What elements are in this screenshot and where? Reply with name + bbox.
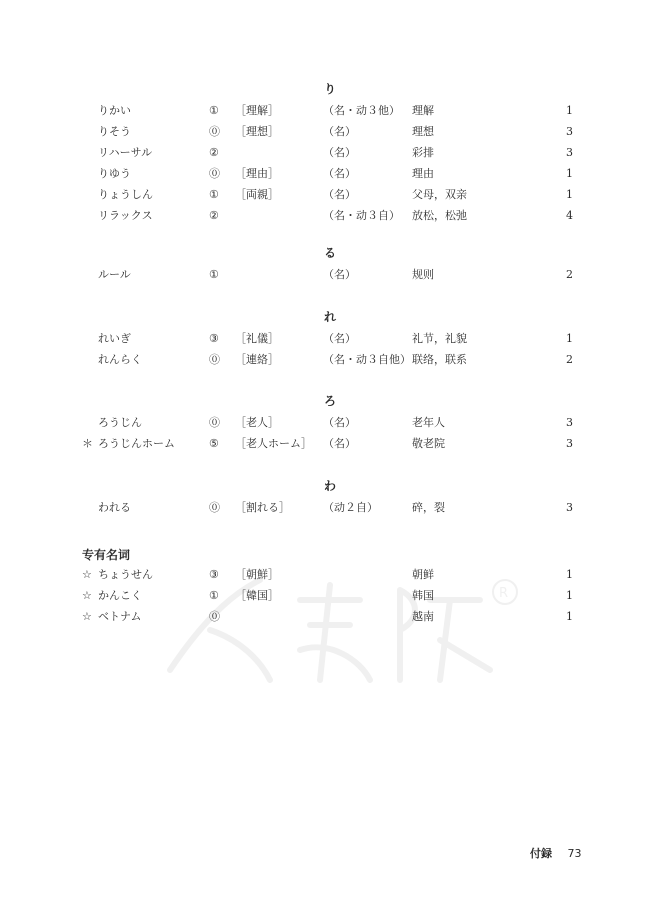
entry-accent: ⓪ — [209, 167, 220, 180]
entry-row — [0, 498, 658, 518]
entry-kanji: ［礼儀］ — [235, 332, 279, 345]
entry-lesson: 3 — [566, 416, 573, 429]
entry-part-of-speech: （名） — [323, 188, 356, 201]
entry-row — [0, 185, 658, 205]
entry-reading: りゆう — [98, 167, 131, 180]
entry-lesson: 1 — [566, 568, 573, 581]
entry-mark: ☆ — [82, 610, 92, 623]
entry-lesson: 1 — [566, 610, 573, 623]
entry-reading: ルール — [98, 268, 131, 281]
entry-accent: ⓪ — [209, 501, 220, 514]
entry-accent: ⑤ — [209, 437, 219, 450]
entry-row — [0, 122, 658, 142]
proper-nouns-title: 专有名词 — [82, 548, 131, 562]
entry-row — [0, 586, 658, 606]
entry-row — [0, 101, 658, 121]
entry-mark: ☆ — [82, 589, 92, 602]
entry-part-of-speech: （名） — [323, 332, 356, 345]
svg-text:R: R — [499, 586, 509, 601]
entry-meaning: 联络，联系 — [412, 353, 467, 366]
entry-row — [0, 143, 658, 163]
dictionary-page: R り りかい ① ［理解］ （名・动３他） 理解 1 りそう ⓪ ［理想］ （名） 理想 3 リハーサル ② （名） 彩排 3 りゆう ⓪ ［理由］ （名） 理由 1 りょうしん ① ［両親］ （名） 父母，双亲 1 リラックス ② （名・动３自） 放松，松弛 4 る ルール ① （名） 规则 2 れ れいぎ ③ ［礼儀］ （名） 礼节，礼貌 1 れんらく ⓪ ［連絡］ （名・动３自他） 联络，联系 2 ろ ろうじん ⓪ ［老人］ （名） 老年人 3 ＊ ろうじんホーム ⑤ ［老人ホーム］ （名） 敬老院 3 わ われる ⓪ ［割れる］ （动２自） 碎，裂 3 专有名词 ☆ ちょうせん ③ ［朝鮮］ 朝鲜 1 ☆ かんこく ① ［韓国］ 韩国 1 ☆ ベトナム ⓪ 越南 1 付録 73 — [0, 0, 658, 921]
footer-label: 付録 — [530, 847, 552, 860]
entry-mark: ☆ — [82, 568, 92, 581]
entry-meaning: 规则 — [412, 268, 434, 281]
entry-meaning: 碎，裂 — [412, 501, 445, 514]
entry-accent: ① — [209, 589, 219, 602]
entry-lesson: 3 — [566, 437, 573, 450]
entry-meaning: 理由 — [412, 167, 434, 180]
entry-part-of-speech: （名） — [323, 416, 356, 429]
entry-accent: ⓪ — [209, 416, 220, 429]
entry-meaning: 韩国 — [412, 589, 434, 602]
entry-reading: りょうしん — [98, 188, 153, 201]
entry-lesson: 3 — [566, 146, 573, 159]
entry-meaning: 礼节，礼貌 — [412, 332, 467, 345]
entry-part-of-speech: （名） — [323, 167, 356, 180]
entry-lesson: 1 — [566, 332, 573, 345]
entry-reading: ろうじんホーム — [98, 437, 175, 450]
entry-lesson: 3 — [566, 501, 573, 514]
entry-meaning: 父母，双亲 — [412, 188, 467, 201]
entry-kanji: ［連絡］ — [235, 353, 279, 366]
entry-part-of-speech: （名） — [323, 268, 356, 281]
entry-accent: ② — [209, 146, 219, 159]
entry-accent: ① — [209, 188, 219, 201]
entry-row — [0, 350, 658, 370]
entry-lesson: 1 — [566, 167, 573, 180]
entry-lesson: 1 — [566, 589, 573, 602]
entry-meaning: 理想 — [412, 125, 434, 138]
entry-row — [0, 206, 658, 226]
entry-reading: ろうじん — [98, 416, 142, 429]
entry-meaning: 老年人 — [412, 416, 445, 429]
entry-reading: りかい — [98, 104, 131, 117]
entry-accent: ③ — [209, 568, 219, 581]
entry-reading: れんらく — [98, 353, 142, 366]
entry-accent: ② — [209, 209, 219, 222]
entry-reading: ちょうせん — [98, 568, 153, 581]
entry-kanji: ［老人］ — [235, 416, 279, 429]
entry-kanji: ［理解］ — [235, 104, 279, 117]
entry-part-of-speech: （动２自） — [323, 501, 378, 514]
entry-kanji: ［割れる］ — [235, 501, 290, 514]
entry-lesson: 3 — [566, 125, 573, 138]
entry-reading: われる — [98, 501, 131, 514]
entry-part-of-speech: （名） — [323, 437, 356, 450]
entry-accent: ⓪ — [209, 353, 220, 366]
entry-kanji: ［朝鮮］ — [235, 568, 279, 581]
entry-lesson: 2 — [566, 268, 573, 281]
entry-lesson: 4 — [566, 209, 573, 222]
entry-lesson: 2 — [566, 353, 573, 366]
entry-lesson: 1 — [566, 104, 573, 117]
entry-reading: リラックス — [98, 209, 153, 222]
entry-part-of-speech: （名・动３自他） — [323, 353, 411, 366]
entry-reading: れいぎ — [98, 332, 131, 345]
entry-row — [0, 329, 658, 349]
entry-accent: ① — [209, 268, 219, 281]
page-footer — [530, 845, 582, 861]
entry-meaning: 彩排 — [412, 146, 434, 159]
entry-row — [0, 164, 658, 184]
entry-accent: ⓪ — [209, 125, 220, 138]
entry-reading: リハーサル — [98, 146, 153, 159]
entry-kanji: ［韓国］ — [235, 589, 279, 602]
entry-accent: ③ — [209, 332, 219, 345]
entry-meaning: 敬老院 — [412, 437, 445, 450]
entry-row — [0, 565, 658, 585]
entry-row — [0, 607, 658, 627]
entry-row — [0, 434, 658, 454]
entry-kanji: ［両親］ — [235, 188, 279, 201]
entry-row — [0, 413, 658, 433]
entry-meaning: 放松，松弛 — [412, 209, 467, 222]
entry-kanji: ［理想］ — [235, 125, 279, 138]
entry-accent: ① — [209, 104, 219, 117]
entry-kanji: ［理由］ — [235, 167, 279, 180]
entry-accent: ⓪ — [209, 610, 220, 623]
entry-row — [0, 265, 658, 285]
entry-meaning: 朝鲜 — [412, 568, 434, 581]
entry-reading: ベトナム — [98, 610, 142, 623]
entry-meaning: 理解 — [412, 104, 434, 117]
entry-mark: ＊ — [82, 437, 93, 450]
entry-reading: かんこく — [98, 589, 142, 602]
page-number: 73 — [567, 847, 582, 860]
entry-part-of-speech: （名・动３自） — [323, 209, 400, 222]
entry-kanji: ［老人ホーム］ — [235, 437, 312, 450]
entry-meaning: 越南 — [412, 610, 434, 623]
entry-part-of-speech: （名・动３他） — [323, 104, 400, 117]
entry-reading: りそう — [98, 125, 131, 138]
entry-lesson: 1 — [566, 188, 573, 201]
entry-part-of-speech: （名） — [323, 125, 356, 138]
entry-part-of-speech: （名） — [323, 146, 356, 159]
